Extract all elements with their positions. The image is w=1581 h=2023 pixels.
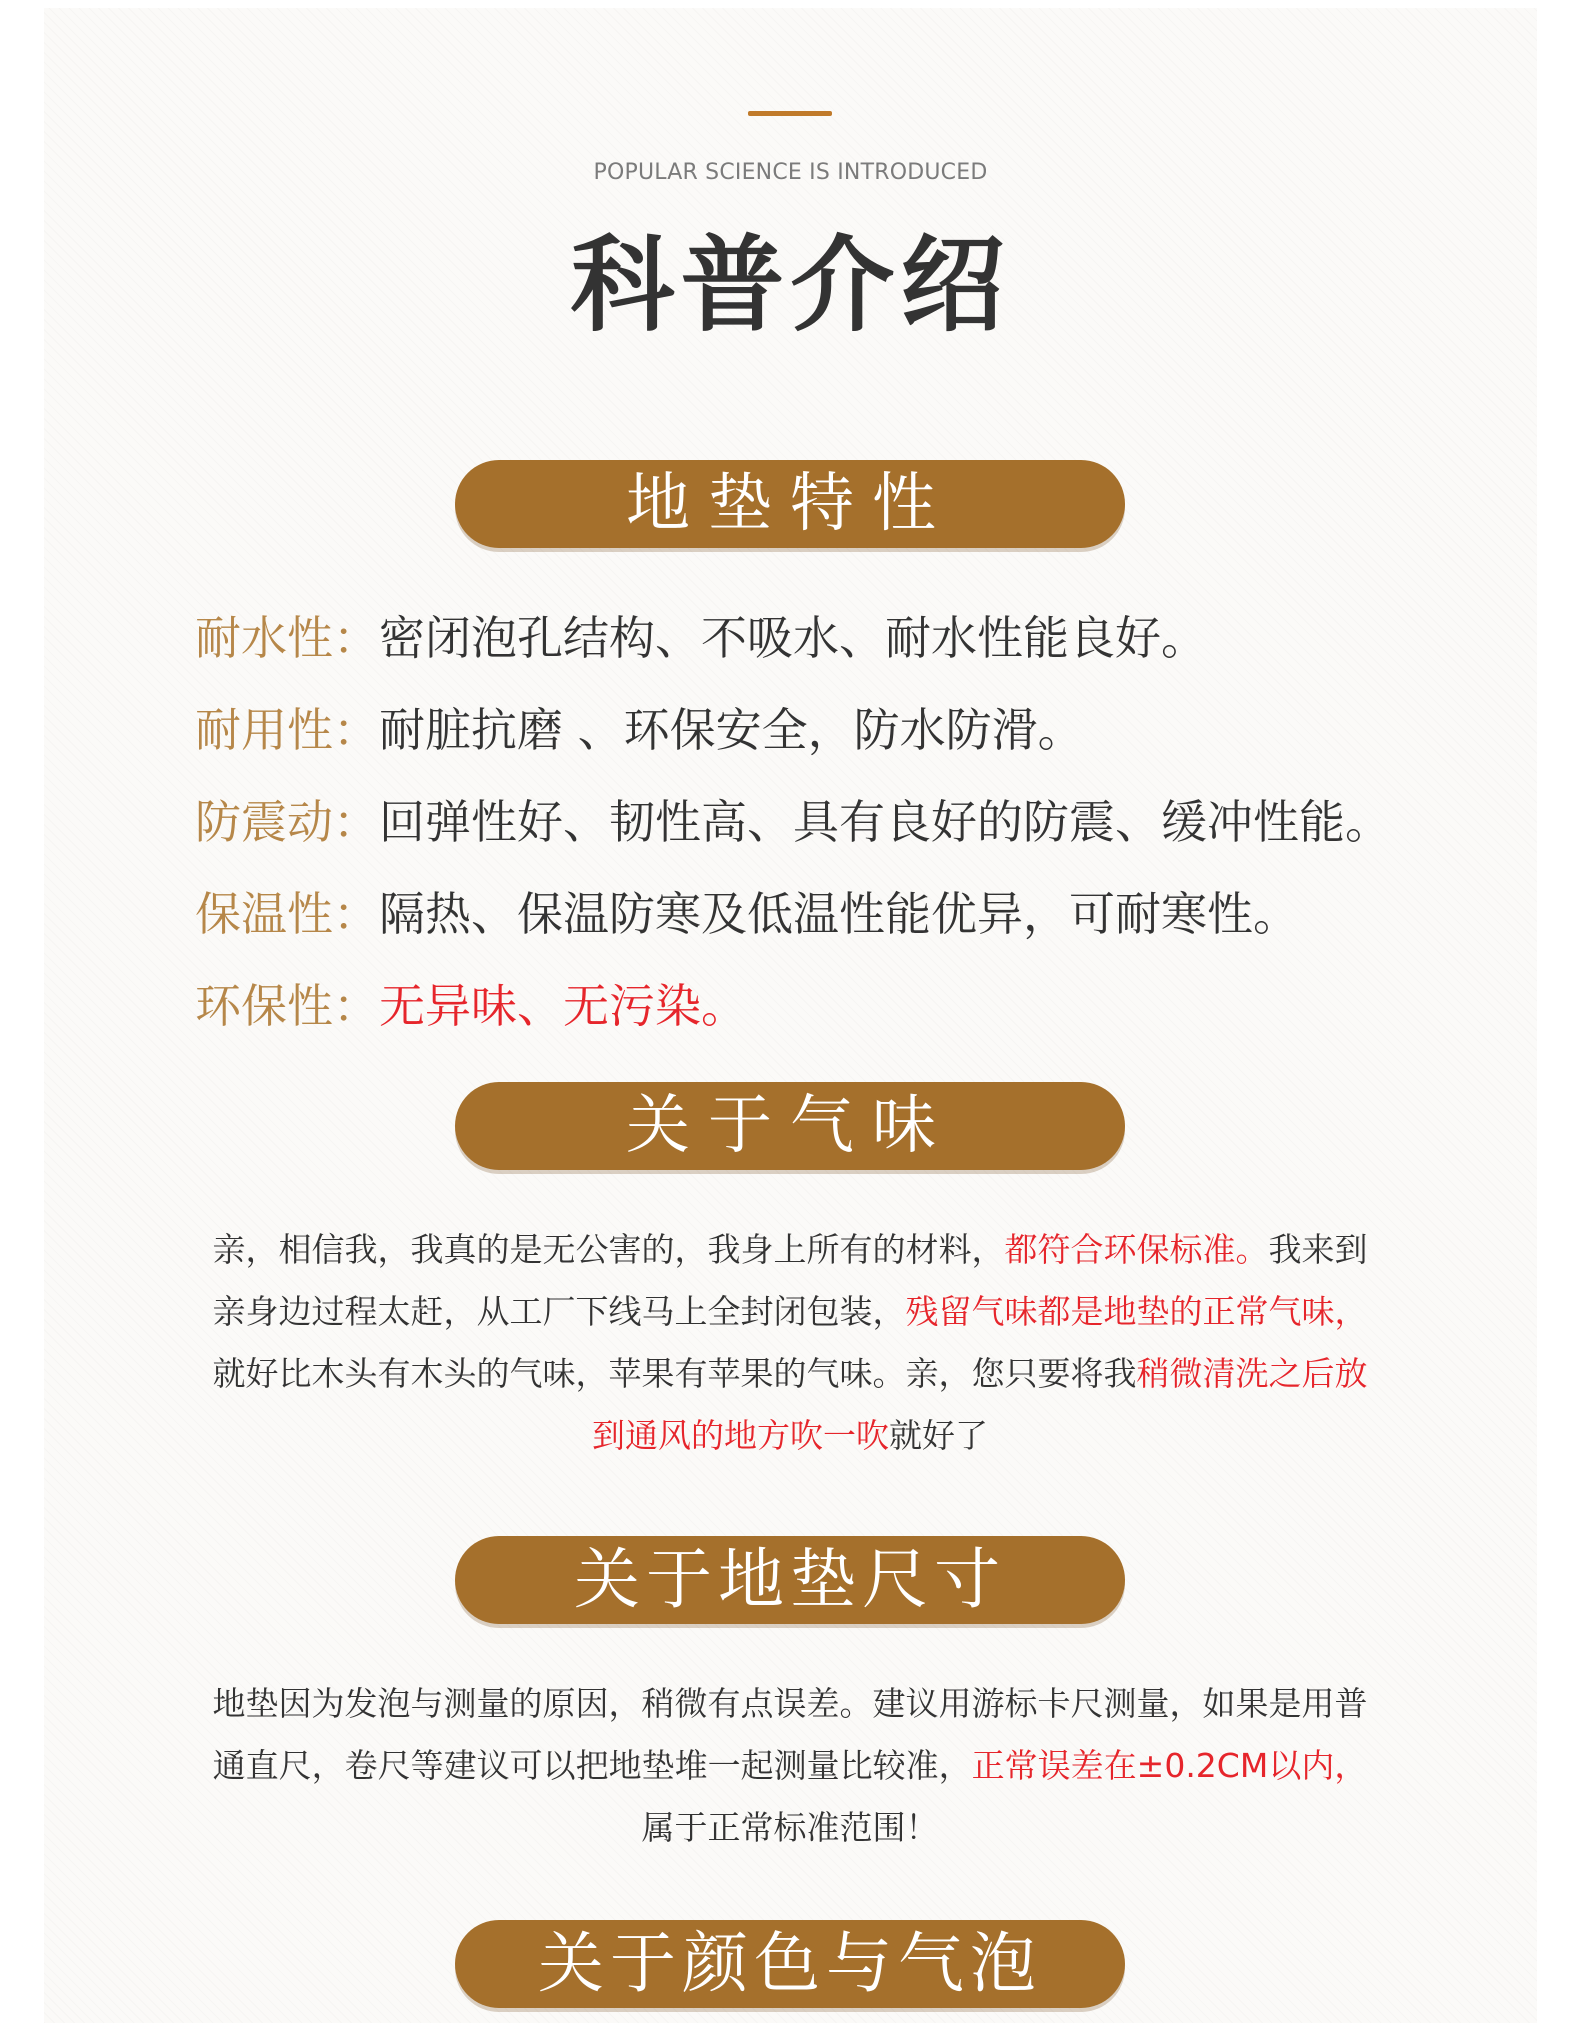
size-heading: 关于地垫尺寸 <box>455 1536 1125 1624</box>
feature-label: 防震动： <box>195 795 379 849</box>
text-span: 亲身边过程太赶，从工厂下线马上全封闭包装， <box>212 1292 906 1331</box>
feature-shockproof <box>195 794 1391 850</box>
feature-waterproof <box>195 610 1207 666</box>
feature-insulation <box>195 886 1299 942</box>
feature-text: 耐脏抗磨 、环保安全，防水防滑。 <box>379 703 1084 757</box>
feature-label: 环保性： <box>195 979 379 1033</box>
text-span: 通直尺，卷尺等建议可以把地垫堆一起测量比较准， <box>212 1746 972 1785</box>
header-divider <box>748 111 832 116</box>
highlight-text: 残留气味都是地垫的正常气味， <box>905 1292 1368 1331</box>
feature-label: 保温性： <box>195 887 379 941</box>
text-span: 就好了 <box>889 1416 988 1455</box>
page-title: 科普介绍 <box>570 224 1011 346</box>
feature-eco <box>195 978 747 1034</box>
feature-text: 回弹性好、韧性高、具有良好的防震、缓冲性能。 <box>379 795 1391 849</box>
page-subtitle: POPULAR SCIENCE IS INTRODUCED <box>593 160 988 185</box>
highlight-text: 到通风的地方吹一吹 <box>592 1416 889 1455</box>
feature-durability <box>195 702 1084 758</box>
size-line: 地垫因为发泡与测量的原因，稍微有点误差。建议用游标卡尺测量，如果是用普 <box>212 1684 1368 1723</box>
features-heading: 地垫特性 <box>455 460 1125 548</box>
color-heading: 关于颜色与气泡 <box>455 1920 1125 2008</box>
smell-line <box>150 1343 1430 1405</box>
feature-text: 无异味、无污染。 <box>379 979 747 1033</box>
smell-paragraph <box>150 1219 1430 1467</box>
text-span: 亲，相信我，我真的是无公害的，我身上所有的材料， <box>212 1230 1005 1269</box>
smell-line <box>150 1219 1430 1281</box>
feature-text: 隔热、保温防寒及低温性能优异，可耐寒性。 <box>379 887 1299 941</box>
feature-label: 耐用性： <box>195 703 379 757</box>
smell-line <box>150 1281 1430 1343</box>
size-line <box>150 1735 1430 1797</box>
text-span: 我来到 <box>1268 1230 1368 1269</box>
text-span: 就好比木头有木头的气味，苹果有苹果的气味。亲，您只要将我 <box>212 1354 1137 1393</box>
feature-text: 密闭泡孔结构、不吸水、耐水性能良好。 <box>379 611 1207 665</box>
feature-label: 耐水性： <box>195 611 379 665</box>
size-line: 属于正常标准范围！ <box>641 1808 939 1847</box>
highlight-text: 稍微清洗之后放 <box>1136 1354 1368 1393</box>
highlight-text: 都符合环保标准。 <box>1004 1230 1269 1269</box>
smell-heading: 关于气味 <box>455 1082 1125 1170</box>
size-paragraph <box>150 1673 1430 1859</box>
smell-line <box>150 1405 1430 1467</box>
highlight-text: 正常误差在±0.2CM以内， <box>971 1746 1368 1785</box>
